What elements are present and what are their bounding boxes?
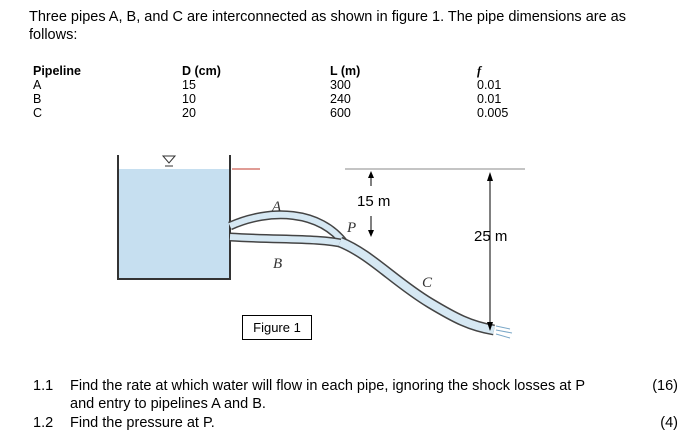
pipe-c-label: C [422, 275, 433, 291]
water-surface-marker [163, 156, 175, 163]
height-15m-label: 15 m [357, 193, 391, 210]
pipe-b-label: B [273, 256, 283, 272]
table-header: Pipeline [33, 64, 81, 78]
question-text: Find the pressure at P. [70, 415, 215, 431]
table-header: D (cm) [182, 64, 221, 78]
outlet-jet [496, 326, 512, 338]
question-number: 1.2 [33, 415, 54, 431]
height-25m-label: 25 m [474, 228, 508, 245]
junction-arrow [368, 216, 374, 237]
table-cell: C [33, 106, 43, 120]
table-cell: 600 [330, 106, 351, 120]
question-1-2 [33, 415, 633, 433]
marks-1-1: (16) [652, 378, 678, 394]
table-cell: 20 [182, 106, 196, 120]
pipe-a-label: A [272, 199, 282, 215]
table-cell: 0.01 [477, 78, 502, 92]
table-header: f [477, 64, 482, 78]
table-cell: 0.005 [477, 106, 509, 120]
junction-label: P [347, 220, 357, 236]
table-cell: 300 [330, 78, 351, 92]
table-header: L (m) [330, 64, 361, 78]
intro-text: Three pipes A, B, and C are interconnected as shown in figure 1. The pipe dimensions are as follows: [29, 9, 626, 43]
figure-caption: Figure 1 [242, 315, 312, 340]
table-cell: 10 [182, 92, 196, 106]
table-cell: B [33, 92, 42, 106]
table-cell: 0.01 [477, 92, 502, 106]
question-1-1 [33, 378, 673, 414]
table-cell: 15 [182, 78, 196, 92]
table-cell: 240 [330, 92, 351, 106]
question-text-continued: and entry to pipelines A and B. [70, 396, 266, 412]
question-number: 1.1 [33, 378, 54, 394]
table-cell: A [33, 78, 42, 92]
reservoir-water [118, 169, 230, 279]
dimension-25m [487, 172, 493, 331]
marks-1-2: (4) [660, 415, 678, 431]
dimension-15m [368, 171, 374, 186]
question-text: Find the rate at which water will flow in each pipe, ignoring the shock losses at P [70, 378, 586, 394]
